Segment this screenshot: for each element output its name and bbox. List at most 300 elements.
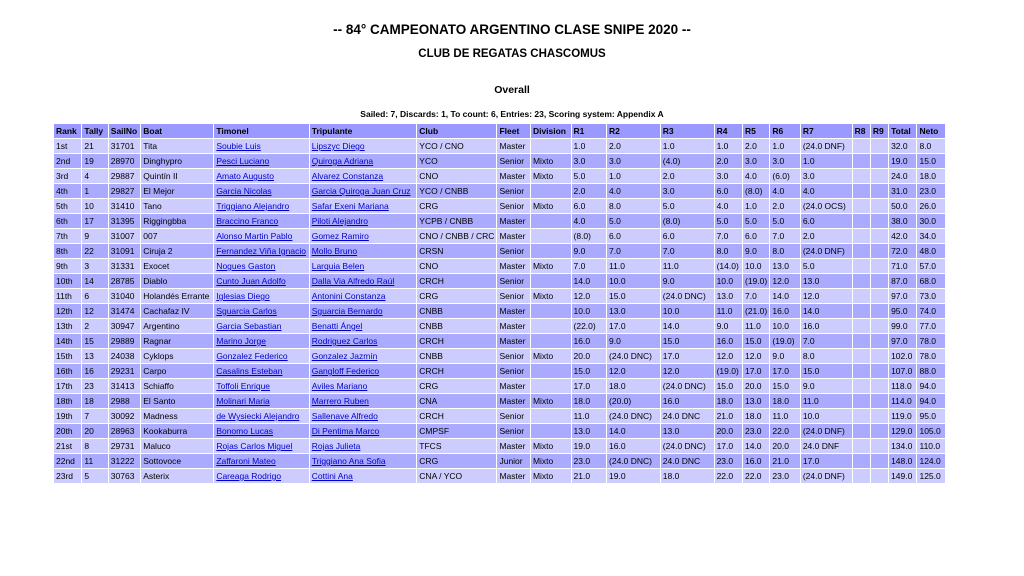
cell-total: 99.0 xyxy=(889,319,916,333)
cell-boat: Asterix xyxy=(141,469,213,483)
helm-link[interactable]: Iglesias Diego xyxy=(216,291,270,301)
crew-link[interactable]: Antonini Constanza xyxy=(311,291,386,301)
crew-link[interactable]: Sallenave Alfredo xyxy=(311,411,378,421)
table-row xyxy=(54,424,945,438)
cell-fleet: Master xyxy=(497,214,529,228)
column-header-tripulante: Tripulante xyxy=(310,124,417,138)
cell-timonel xyxy=(214,139,308,153)
cell-tripulante xyxy=(310,199,417,213)
cell-r1: 21.0 xyxy=(572,469,607,483)
cell-r5: 4.0 xyxy=(743,169,769,183)
cell-sailno: 28785 xyxy=(109,274,140,288)
cell-division xyxy=(531,229,571,243)
cell-fleet: Senior xyxy=(497,154,529,168)
cell-total: 19.0 xyxy=(889,154,916,168)
crew-link[interactable]: Rodriguez Carlos xyxy=(311,336,378,346)
helm-link[interactable]: Fernandez Viña Ignacio xyxy=(216,246,306,256)
cell-tripulante xyxy=(310,424,417,438)
cell-r9 xyxy=(871,139,888,153)
column-header-fleet: Fleet xyxy=(497,124,529,138)
cell-tally: 7 xyxy=(82,409,107,423)
cell-r1: 20.0 xyxy=(572,349,607,363)
cell-r3: (24.0 DNC) xyxy=(661,439,714,453)
helm-link[interactable]: Sguarcia Carlos xyxy=(216,306,277,316)
cell-r5: 3.0 xyxy=(743,154,769,168)
cell-r1: 2.0 xyxy=(572,184,607,198)
cell-tally: 2 xyxy=(82,319,107,333)
cell-r1: 14.0 xyxy=(572,274,607,288)
cell-division xyxy=(531,379,571,393)
cell-r9 xyxy=(871,169,888,183)
cell-division xyxy=(531,214,571,228)
column-header-r7: R7 xyxy=(801,124,852,138)
cell-r5: 7.0 xyxy=(743,289,769,303)
cell-total: 134.0 xyxy=(889,439,916,453)
cell-r3: (24.0 DNC) xyxy=(661,289,714,303)
cell-division: Mixto xyxy=(531,349,571,363)
cell-boat: Quintín II xyxy=(141,169,213,183)
cell-tripulante xyxy=(310,259,417,273)
cell-rank: 17th xyxy=(54,379,81,393)
cell-r3: (8.0) xyxy=(661,214,714,228)
cell-boat: Tita xyxy=(141,139,213,153)
cell-r2: 17.0 xyxy=(607,319,660,333)
cell-timonel xyxy=(214,349,308,363)
cell-boat: El Santo xyxy=(141,394,213,408)
crew-link[interactable]: Safar Exeni Mariana xyxy=(311,201,389,211)
cell-total: 95.0 xyxy=(889,304,916,318)
helm-link[interactable]: Zaffaroni Mateo xyxy=(216,456,276,466)
crew-link[interactable]: Di Pentima Marco xyxy=(311,426,380,436)
column-header-r1: R1 xyxy=(572,124,607,138)
crew-link[interactable]: Gomez Ramiro xyxy=(311,231,369,241)
cell-fleet: Master xyxy=(497,139,529,153)
cell-tally: 16 xyxy=(82,364,107,378)
cell-r7: 13.0 xyxy=(801,274,852,288)
cell-r9 xyxy=(871,319,888,333)
crew-link[interactable]: Cottini Ana xyxy=(311,471,353,481)
cell-r4: 16.0 xyxy=(715,334,742,348)
cell-r1: 15.0 xyxy=(572,364,607,378)
cell-club: CRG xyxy=(417,454,496,468)
cell-rank: 8th xyxy=(54,244,81,258)
crew-link[interactable]: Gonzalez Jazmín xyxy=(311,351,378,361)
cell-r8 xyxy=(853,289,870,303)
cell-r6: 11.0 xyxy=(770,409,799,423)
cell-fleet: Master xyxy=(497,169,529,183)
cell-r8 xyxy=(853,214,870,228)
cell-r9 xyxy=(871,214,888,228)
cell-r9 xyxy=(871,304,888,318)
helm-link[interactable]: Pesci Luciano xyxy=(216,156,270,166)
cell-tripulante xyxy=(310,169,417,183)
cell-rank: 12th xyxy=(54,304,81,318)
cell-rank: 20th xyxy=(54,424,81,438)
cell-r2: 8.0 xyxy=(607,199,660,213)
cell-tripulante xyxy=(310,154,417,168)
cell-r9 xyxy=(871,394,888,408)
cell-r2: 15.0 xyxy=(607,289,660,303)
cell-total: 31.0 xyxy=(889,184,916,198)
cell-r1: 11.0 xyxy=(572,409,607,423)
table-row xyxy=(54,169,945,183)
helm-link[interactable]: Molinari Maria xyxy=(216,396,270,406)
cell-club: CNBB xyxy=(417,349,496,363)
cell-r3: 18.0 xyxy=(661,469,714,483)
cell-total: 114.0 xyxy=(889,394,916,408)
cell-r5: 2.0 xyxy=(743,139,769,153)
cell-tally: 14 xyxy=(82,274,107,288)
cell-r3: 1.0 xyxy=(661,139,714,153)
cell-boat: Ciruja 2 xyxy=(141,244,213,258)
helm-link[interactable]: Amato Augusto xyxy=(216,171,274,181)
helm-link[interactable]: Gonzalez Federico xyxy=(216,351,288,361)
cell-neto: 124.0 xyxy=(917,454,945,468)
cell-r6: 2.0 xyxy=(770,199,799,213)
table-row xyxy=(54,199,945,213)
cell-fleet: Senior xyxy=(497,244,529,258)
cell-r6: 17.0 xyxy=(770,364,799,378)
cell-r8 xyxy=(853,379,870,393)
cell-division: Mixto xyxy=(531,439,571,453)
cell-fleet: Master xyxy=(497,229,529,243)
cell-r6: 18.0 xyxy=(770,394,799,408)
cell-r4: 12.0 xyxy=(715,349,742,363)
helm-link[interactable]: Careaga Rodrigo xyxy=(216,471,282,481)
helm-link[interactable]: Rojas Carlos Miguel xyxy=(216,441,293,451)
cell-fleet: Senior xyxy=(497,424,529,438)
cell-r8 xyxy=(853,139,870,153)
cell-r5: 10.0 xyxy=(743,259,769,273)
cell-division xyxy=(531,364,571,378)
cell-r4: 17.0 xyxy=(715,439,742,453)
cell-r6: 21.0 xyxy=(770,454,799,468)
cell-rank: 1st xyxy=(54,139,81,153)
cell-tally: 8 xyxy=(82,439,107,453)
cell-r6: 9.0 xyxy=(770,349,799,363)
cell-r4: (19.0) xyxy=(715,364,742,378)
cell-r3: 7.0 xyxy=(661,244,714,258)
cell-boat: 007 xyxy=(141,229,213,243)
column-header-neto: Neto xyxy=(917,124,945,138)
cell-r4: 7.0 xyxy=(715,229,742,243)
cell-r2: 10.0 xyxy=(607,274,660,288)
cell-r6: 8.0 xyxy=(770,244,799,258)
crew-link[interactable]: Triggiano Ana Sofia xyxy=(311,456,386,466)
cell-boat: Diablo xyxy=(141,274,213,288)
cell-total: 148.0 xyxy=(889,454,916,468)
cell-timonel xyxy=(214,319,308,333)
cell-tally: 15 xyxy=(82,334,107,348)
cell-r1: 3.0 xyxy=(572,154,607,168)
cell-total: 107.0 xyxy=(889,364,916,378)
cell-r2: 9.0 xyxy=(607,334,660,348)
crew-link[interactable]: Marrero Ruben xyxy=(311,396,369,406)
scoring-summary: Sailed: 7, Discards: 1, To count: 6, Entries: 23, Scoring system: Appendix A xyxy=(360,109,664,119)
cell-r3: 24.0 DNC xyxy=(661,409,714,423)
table-row xyxy=(54,349,945,363)
cell-club: CNA / YCO xyxy=(417,469,496,483)
crew-link[interactable]: Larquia Belen xyxy=(311,261,365,271)
table-row xyxy=(54,364,945,378)
helm-link[interactable]: Marino Jorge xyxy=(216,336,266,346)
cell-r3: (4.0) xyxy=(661,154,714,168)
helm-link[interactable]: Braccino Franco xyxy=(216,216,279,226)
cell-r7: 12.0 xyxy=(801,289,852,303)
cell-r5: 23.0 xyxy=(743,424,769,438)
cell-r4: 4.0 xyxy=(715,199,742,213)
cell-r1: 7.0 xyxy=(572,259,607,273)
cell-r1: 6.0 xyxy=(572,199,607,213)
cell-r7: 4.0 xyxy=(801,184,852,198)
cell-sailno: 31091 xyxy=(109,244,140,258)
cell-r9 xyxy=(871,379,888,393)
cell-sailno: 29827 xyxy=(109,184,140,198)
cell-r7: 24.0 DNF xyxy=(801,439,852,453)
cell-timonel xyxy=(214,394,308,408)
table-row xyxy=(54,439,945,453)
cell-r3: 3.0 xyxy=(661,184,714,198)
cell-division xyxy=(531,334,571,348)
cell-fleet: Senior xyxy=(497,364,529,378)
cell-r8 xyxy=(853,319,870,333)
cell-r3: 15.0 xyxy=(661,334,714,348)
cell-r9 xyxy=(871,424,888,438)
cell-club: CRCH xyxy=(417,409,496,423)
table-row xyxy=(54,334,945,348)
cell-tripulante xyxy=(310,349,417,363)
cell-r8 xyxy=(853,184,870,198)
cell-r6: 14.0 xyxy=(770,289,799,303)
cell-r7: 6.0 xyxy=(801,214,852,228)
cell-tripulante xyxy=(310,454,417,468)
cell-r4: 2.0 xyxy=(715,154,742,168)
helm-link[interactable]: Garcia Sebastian xyxy=(216,321,282,331)
cell-r5: 1.0 xyxy=(743,199,769,213)
cell-r5: 9.0 xyxy=(743,244,769,258)
cell-rank: 16th xyxy=(54,364,81,378)
crew-link[interactable]: Piloti Alejandro xyxy=(311,216,368,226)
cell-timonel xyxy=(214,289,308,303)
cell-total: 97.0 xyxy=(889,289,916,303)
cell-tally: 6 xyxy=(82,289,107,303)
cell-r1: 4.0 xyxy=(572,214,607,228)
section-title: Overall xyxy=(494,84,530,96)
crew-link[interactable]: Aviles Mariano xyxy=(311,381,368,391)
cell-r7: 16.0 xyxy=(801,319,852,333)
cell-r4: 8.0 xyxy=(715,244,742,258)
crew-link[interactable]: Benatti Ángel xyxy=(311,321,363,331)
cell-r8 xyxy=(853,439,870,453)
cell-club: CRG xyxy=(417,289,496,303)
cell-club: CRCH xyxy=(417,334,496,348)
cell-r5: (8.0) xyxy=(743,184,769,198)
cell-r5: 15.0 xyxy=(743,334,769,348)
cell-neto: 68.0 xyxy=(917,274,945,288)
table-row xyxy=(54,259,945,273)
cell-r4: 21.0 xyxy=(715,409,742,423)
header-row xyxy=(54,124,945,138)
cell-r7: 5.0 xyxy=(801,259,852,273)
cell-boat: Maluco xyxy=(141,439,213,453)
cell-rank: 9th xyxy=(54,259,81,273)
cell-r7: 17.0 xyxy=(801,454,852,468)
cell-r1: 1.0 xyxy=(572,139,607,153)
cell-r4: 11.0 xyxy=(715,304,742,318)
cell-r5: 13.0 xyxy=(743,394,769,408)
cell-r6: 4.0 xyxy=(770,184,799,198)
cell-total: 50.0 xyxy=(889,199,916,213)
crew-link[interactable]: Lipszyc Diego xyxy=(311,141,365,151)
cell-r9 xyxy=(871,364,888,378)
cell-division xyxy=(531,244,571,258)
helm-link[interactable]: Bonomo Lucas xyxy=(216,426,274,436)
cell-r1: 16.0 xyxy=(572,334,607,348)
cell-timonel xyxy=(214,379,308,393)
cell-r3: 10.0 xyxy=(661,304,714,318)
cell-total: 42.0 xyxy=(889,229,916,243)
table-row xyxy=(54,244,945,258)
cell-r1: 5.0 xyxy=(572,169,607,183)
cell-tripulante xyxy=(310,364,417,378)
cell-r3: 17.0 xyxy=(661,349,714,363)
cell-tally: 21 xyxy=(82,139,107,153)
crew-link[interactable]: Quiroga Adriana xyxy=(311,156,374,166)
cell-boat: Schiaffo xyxy=(141,379,213,393)
column-header-rank: Rank xyxy=(54,124,81,138)
crew-link[interactable]: Rojas Julieta xyxy=(311,441,361,451)
cell-club: CNA xyxy=(417,394,496,408)
cell-r9 xyxy=(871,259,888,273)
cell-neto: 26.0 xyxy=(917,199,945,213)
crew-link[interactable]: Mollo Bruno xyxy=(311,246,358,256)
cell-neto: 110.0 xyxy=(917,439,945,453)
cell-neto: 15.0 xyxy=(917,154,945,168)
cell-fleet: Master xyxy=(497,394,529,408)
helm-link[interactable]: de Wysiecki Alejandro xyxy=(216,411,300,421)
cell-neto: 94.0 xyxy=(917,379,945,393)
cell-timonel xyxy=(214,469,308,483)
cell-r4: 22.0 xyxy=(715,469,742,483)
helm-link[interactable]: Garcia Nicolas xyxy=(216,186,272,196)
cell-division xyxy=(531,319,571,333)
cell-division: Mixto xyxy=(531,154,571,168)
cell-r7: (24.0 DNF) xyxy=(801,139,852,153)
cell-total: 72.0 xyxy=(889,244,916,258)
cell-r8 xyxy=(853,229,870,243)
cell-r5: 22.0 xyxy=(743,469,769,483)
cell-boat: El Mejor xyxy=(141,184,213,198)
cell-r1: 23.0 xyxy=(572,454,607,468)
helm-link[interactable]: Soubie Luis xyxy=(216,141,261,151)
cell-tripulante xyxy=(310,439,417,453)
table-row xyxy=(54,454,945,468)
helm-link[interactable]: Cunto Juan Adolfo xyxy=(216,276,286,286)
cell-r2: 4.0 xyxy=(607,184,660,198)
cell-division xyxy=(531,184,571,198)
cell-r1: 9.0 xyxy=(572,244,607,258)
cell-club: CNBB xyxy=(417,304,496,318)
crew-link[interactable]: Dalla Via Alfredo Raúl xyxy=(311,276,395,286)
cell-neto: 105.0 xyxy=(917,424,945,438)
cell-rank: 18th xyxy=(54,394,81,408)
cell-r6: 16.0 xyxy=(770,304,799,318)
cell-club: CRCH xyxy=(417,274,496,288)
cell-neto: 78.0 xyxy=(917,349,945,363)
cell-boat: Tano xyxy=(141,199,213,213)
cell-r2: 13.0 xyxy=(607,304,660,318)
crew-link[interactable]: Gangloff Federico xyxy=(311,366,380,376)
cell-r3: 13.0 xyxy=(661,424,714,438)
cell-r8 xyxy=(853,154,870,168)
cell-r2: (24.0 DNC) xyxy=(607,409,660,423)
table-row xyxy=(54,289,945,303)
helm-link[interactable]: Alonso Martin Pablo xyxy=(216,231,293,241)
table-row xyxy=(54,319,945,333)
cell-club: CNO xyxy=(417,169,496,183)
cell-rank: 7th xyxy=(54,229,81,243)
cell-r5: 5.0 xyxy=(743,214,769,228)
cell-division xyxy=(531,304,571,318)
cell-r4: 13.0 xyxy=(715,289,742,303)
cell-fleet: Master xyxy=(497,439,529,453)
crew-link[interactable]: Sguarcia Bernardo xyxy=(311,306,383,316)
cell-tally: 20 xyxy=(82,424,107,438)
cell-r3: 11.0 xyxy=(661,259,714,273)
cell-tally: 18 xyxy=(82,394,107,408)
cell-tally: 13 xyxy=(82,349,107,363)
cell-r6: 15.0 xyxy=(770,379,799,393)
cell-timonel xyxy=(214,244,308,258)
cell-r2: 18.0 xyxy=(607,379,660,393)
crew-link[interactable]: Garcia Quiroga Juan Cruz xyxy=(311,186,411,196)
cell-r2: 5.0 xyxy=(607,214,660,228)
cell-division xyxy=(531,409,571,423)
cell-r5: 14.0 xyxy=(743,439,769,453)
cell-sailno: 31474 xyxy=(109,304,140,318)
column-header-division: Division xyxy=(531,124,571,138)
cell-r1: 12.0 xyxy=(572,289,607,303)
cell-sailno: 28963 xyxy=(109,424,140,438)
cell-r7: 10.0 xyxy=(801,409,852,423)
helm-link[interactable]: Casalins Esteban xyxy=(216,366,283,376)
crew-link[interactable]: Alvarez Constanza xyxy=(311,171,384,181)
cell-club: CRSN xyxy=(417,244,496,258)
cell-rank: 19th xyxy=(54,409,81,423)
cell-r8 xyxy=(853,394,870,408)
cell-fleet: Senior xyxy=(497,274,529,288)
column-header-r5: R5 xyxy=(743,124,769,138)
cell-r8 xyxy=(853,349,870,363)
cell-sailno: 31395 xyxy=(109,214,140,228)
cell-fleet: Senior xyxy=(497,409,529,423)
helm-link[interactable]: Triggiano Alejandro xyxy=(216,201,290,211)
cell-fleet: Senior xyxy=(497,289,529,303)
cell-r7: 7.0 xyxy=(801,334,852,348)
cell-r8 xyxy=(853,259,870,273)
cell-club: YCO xyxy=(417,154,496,168)
helm-link[interactable]: Toffoli Enrique xyxy=(216,381,271,391)
cell-r8 xyxy=(853,469,870,483)
cell-division: Mixto xyxy=(531,289,571,303)
cell-r7: (24.0 DNF) xyxy=(801,469,852,483)
cell-r8 xyxy=(853,169,870,183)
cell-rank: 10th xyxy=(54,274,81,288)
cell-tally: 9 xyxy=(82,229,107,243)
cell-total: 118.0 xyxy=(889,379,916,393)
helm-link[interactable]: Nogues Gaston xyxy=(216,261,276,271)
cell-rank: 2nd xyxy=(54,154,81,168)
